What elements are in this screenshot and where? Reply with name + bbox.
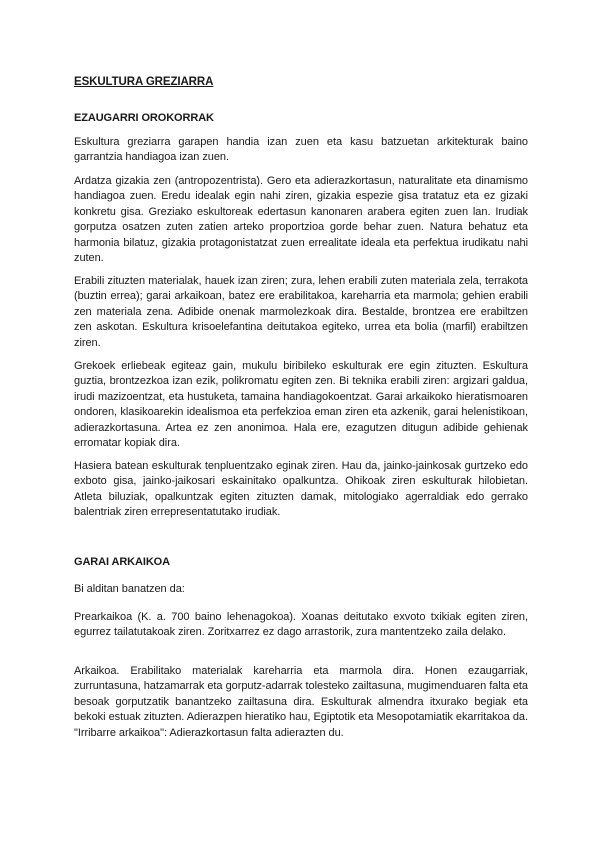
paragraph: Erabili zituzten materialak, hauek izan ziren; zura, lehen erabili zuten materiala zela, terrakota (buztin errea); garai arkaikoan, batez ere erabilitakoa, kareharria eta marmola; gehien erabili zen materiala zena. Adibide onenak marmolezkoak dira. Bestalde, brontzea ere erabiltzen zen askotan. Eskultura krisoelefantina deitutakoa egiteko, urrea eta bolia (marfil) erabiltzen ziren. xyxy=(74,275,528,349)
section-heading-garai-arkaikoa: GARAI ARKAIKOA xyxy=(74,556,170,568)
paragraph: Grekoek erliebeak egiteaz gain, mukulu biribileko eskulturak ere egin zituzten. Eskultura guztia, brontzezkoa izan ezik, polikromatu egiten zen. Bi teknika erabili ziren: argizari galdua, irudi mazizoentzat, eta hustuketa, tamaina handiagokoentzat. Garai arkaikoko hieratismoaren ondoren, klasikoarekin idealismoa eta perfekzioa eman ziren eta azkenik, garai helenistikoan, adierazkortasuna. Artea ez zen anonimoa. Hala ere, ezagutzen ditugun adibide gehienak erromatar kopiak dira. xyxy=(74,360,528,450)
section-heading-ezaugarri: EZAUGARRI OROKORRAK xyxy=(74,112,214,124)
paragraph: Eskultura greziarra garapen handia izan zuen eta kasu batzuetan arkitekturak baino garrantzia handiagoa izan zuen. xyxy=(74,136,528,164)
paragraph: Prearkaikoa (K. a. 700 baino lehenagokoa). Xoanas deitutako exvoto txikiak egiten ziren, egurrez tailatutakoak ziren. Zoritxarrez ez dago arrastorik, zura mantentzeko zaila delako. xyxy=(74,611,528,639)
paragraph: Arkaikoa. Erabilitako materialak kareharria eta marmola dira. Honen ezaugarriak, zurruntasuna, hatzamarrak eta gorputz-adarrak tolesteko zailtasuna, mugimenduaren falta eta besoak gorputzatik banantzeko zailtasuna dira. Eskulturak almendra itxurako begiak eta bekoki estuak zituzten. Adierazpen hieratiko hau, Egiptotik eta Mesopotamiatik ekarritakoa da. "Irribarre arkaikoa": Adierazkortasun falta adierazten du. xyxy=(74,665,528,739)
paragraph: Hasiera batean eskulturak tenpluentzako eginak ziren. Hau da, jainko-jainkosak gurtzeko edo exboto gisa, jainko-jaikosari eskainitako opalkuntza. Ohikoak ziren eskulturak hilobietan. Atleta biluziak, opalkuntzak egiten zituzten damak, mitologiako agerraldiak edo gerrako balentriak ziren errepresentatutako irudiak. xyxy=(74,460,528,519)
paragraph: Bi alditan banatzen da: xyxy=(74,583,185,595)
document-title: ESKULTURA GREZIARRA xyxy=(74,76,214,88)
paragraph: Ardatza gizakia zen (antropozentrista). Gero eta adierazkortasun, naturalitate eta dinamismo handiagoa zuen. Eredu idealak egin nahi ziren, gizakia espezie gisa tratatuz eta ez gizaki konkretu gisa. Greziako eskultoreak edertasun kanonaren arabera egiten zuen lan. Irudiak gorputza osatzen zuten zatien arteko proportzioa gorde behar zuen. Natura behatuz eta harmonia bilatuz, gizakia protagonistatzat zuen errealitate ideala eta perfektua irudikatu nahi zuten. xyxy=(74,175,528,265)
